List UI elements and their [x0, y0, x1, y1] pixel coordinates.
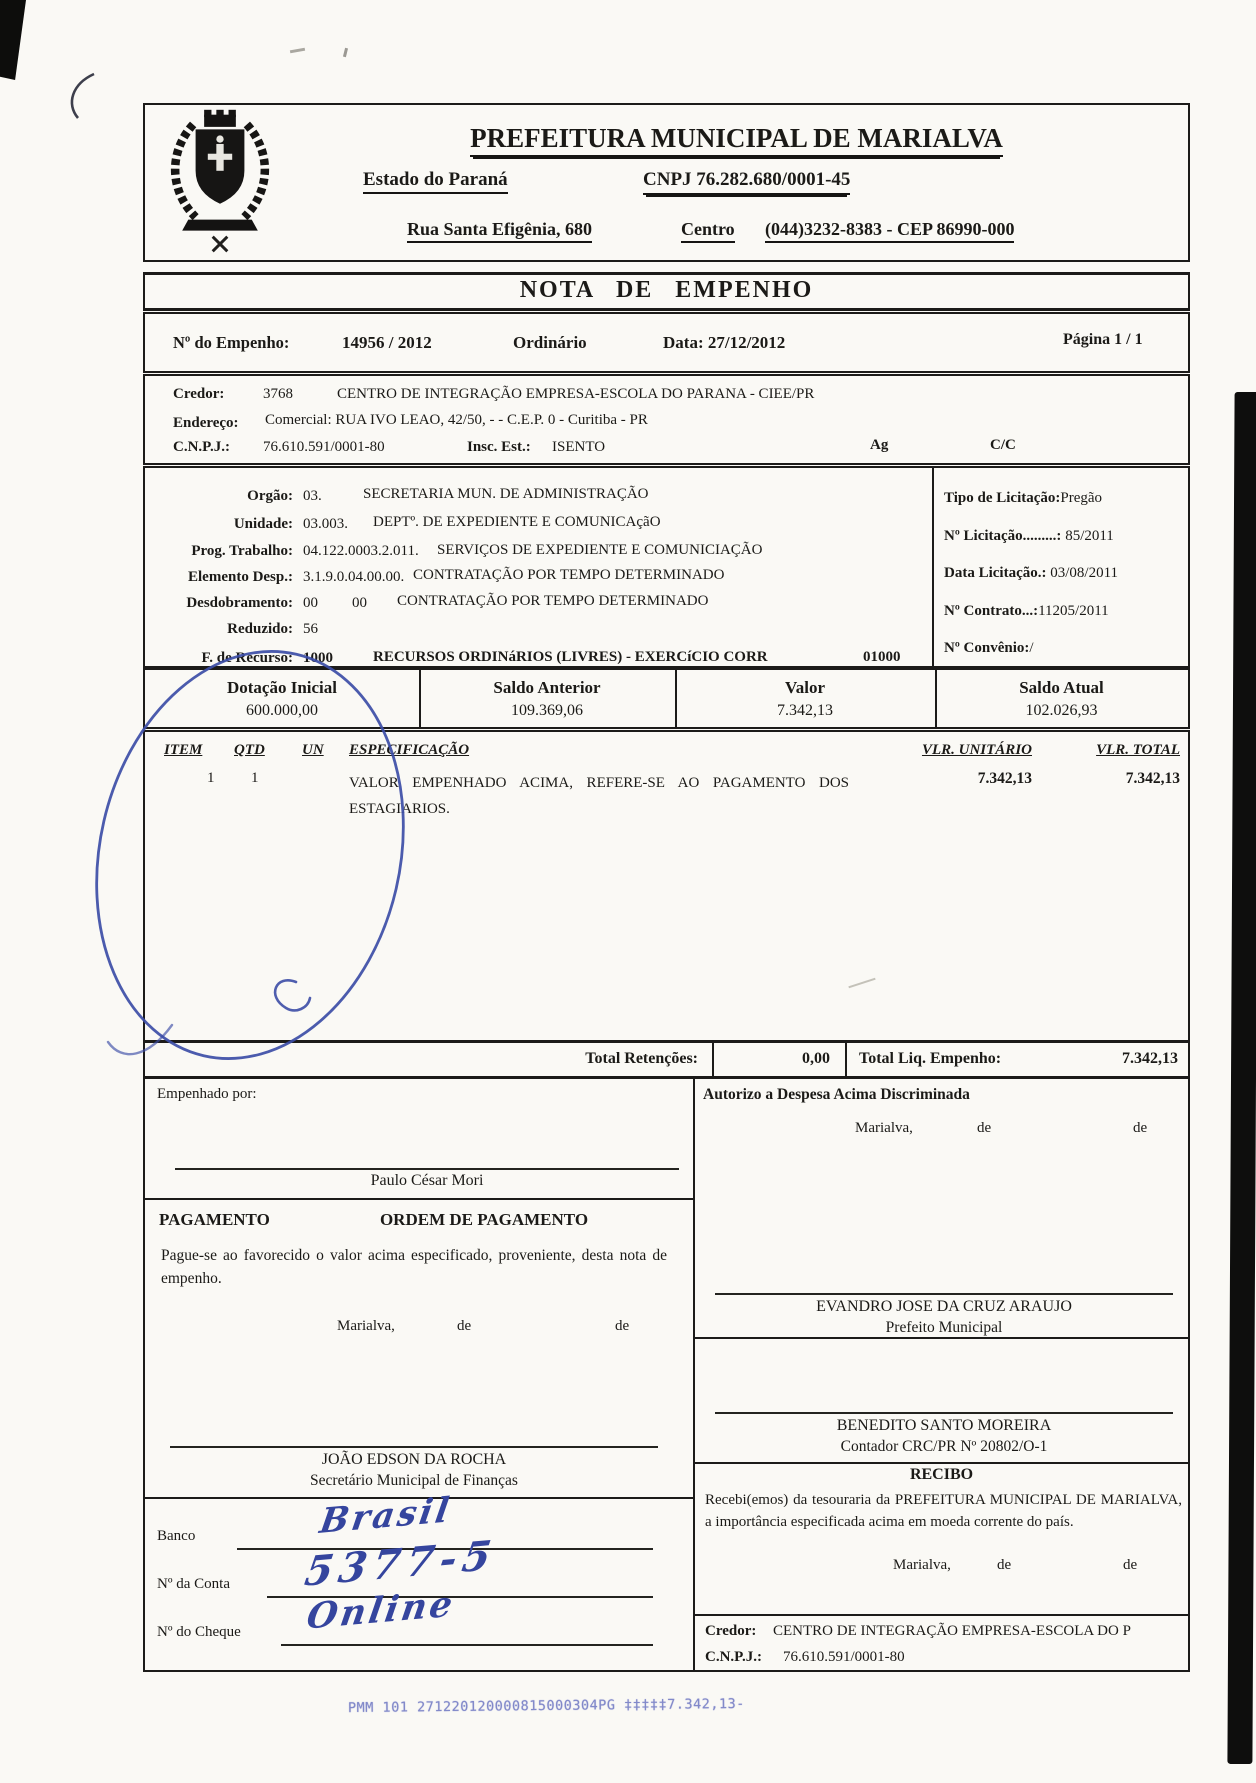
credor-code: 3768 — [263, 386, 293, 402]
budget-desc: RECURSOS ORDINáRIOS (LIVRES) - EXERCíCIO CORR — [373, 649, 768, 665]
endereco-value: Comercial: RUA IVO LEAO, 42/50, - - C.E.P. 0 - Curitiba - PR — [265, 412, 648, 428]
cheque-line — [281, 1644, 653, 1646]
empenho-number: 14956 / 2012 — [342, 333, 432, 352]
licitacao-value: / — [1029, 640, 1034, 656]
dot-matrix-stamp: PMM 101 271220120000815000304PG ‡‡‡‡‡7.342,13- — [347, 1695, 745, 1717]
right-divider-3 — [695, 1614, 1188, 1616]
items-header-spec: ESPECIFICAÇÃO — [349, 742, 470, 758]
budget-desc: SECRETARIA MUN. DE ADMINISTRAÇÃO — [363, 486, 649, 502]
credor-label: Credor: — [173, 386, 225, 402]
budget-code: 03. — [303, 488, 322, 504]
right-divider-2 — [695, 1462, 1188, 1464]
items-header-item: ITEM — [164, 742, 203, 758]
cc-label: C/C — [990, 437, 1016, 453]
budget-label: Prog. Trabalho: — [191, 543, 293, 559]
banco-label: Banco — [157, 1528, 196, 1544]
budget-label: Desdobramento: — [186, 595, 293, 611]
autorizo-title: Autorizo a Despesa Acima Discriminada — [703, 1086, 970, 1103]
city-label: Marialva, — [337, 1318, 395, 1334]
totals-divider — [845, 1043, 847, 1077]
retencoes-value: 0,00 — [802, 1050, 830, 1067]
amount-value: 102.026,93 — [1025, 702, 1098, 719]
budget-label: Elemento Desp.: — [188, 569, 293, 585]
city-label: Marialva, — [855, 1120, 913, 1136]
recibo-cnpj-label: C.N.P.J.: — [705, 1649, 762, 1665]
budget-code: 1000 — [303, 650, 333, 666]
licitacao-row — [944, 603, 1109, 620]
empenhado-name: Paulo César Mori — [370, 1172, 484, 1189]
budget-label: Orgão: — [247, 488, 293, 504]
pagamento-text: Pague-se ao favorecido o valor acima especificado, proveniente, desta nota de empenho. — [161, 1247, 667, 1287]
item-qtd: 1 — [251, 770, 259, 786]
amount-value: 7.342,13 — [777, 702, 833, 719]
licitacao-value: Pregão — [1060, 490, 1103, 506]
de-label: de — [1123, 1557, 1138, 1573]
banco-handwriting: Brasil — [317, 1489, 455, 1543]
finance-signature-line — [170, 1446, 658, 1448]
endereco-label: Endereço: — [173, 415, 239, 431]
left-divider-1 — [145, 1198, 693, 1200]
address-street: Rua Santa Efigênia, 680 — [407, 219, 592, 243]
ordem-title: ORDEM DE PAGAMENTO — [379, 1210, 589, 1229]
scan-artifact-top-left — [0, 0, 26, 80]
state-label: Estado do Paraná — [363, 169, 508, 194]
amount-value: 600.000,00 — [246, 702, 318, 719]
items-header-unit: VLR. UNITÁRIO — [921, 742, 1032, 758]
finance-name: JOÃO EDSON DA ROCHA — [321, 1451, 507, 1468]
address-phone-cep: (044)3232-8383 - CEP 86990-000 — [765, 219, 1014, 243]
empenho-date: Data: 27/12/2012 — [663, 333, 786, 352]
pen-circle-annotation — [60, 610, 460, 1110]
left-column — [145, 1078, 693, 1670]
item-unit-value: 7.342,13 — [977, 770, 1032, 787]
form-header — [143, 103, 1190, 262]
licitacao-label: Tipo de Licitação: — [944, 490, 1061, 506]
city-label: Marialva, — [893, 1557, 951, 1573]
amount-label: Saldo Anterior — [493, 678, 601, 697]
mayor-signature-line — [715, 1293, 1173, 1295]
smudge-mark — [290, 48, 305, 54]
right-column — [695, 1078, 1188, 1670]
budget-code: 04.122.0003.2.011. — [303, 543, 419, 559]
licitacao-value: 03/08/2011 — [1046, 565, 1119, 581]
licitacao-row — [944, 565, 1118, 582]
items-header-qtd: QTD — [234, 742, 265, 758]
insc-label: Insc. Est.: — [467, 439, 531, 455]
de-label: de — [997, 1557, 1012, 1573]
item-total-value: 7.342,13 — [1125, 770, 1180, 787]
de-label: de — [977, 1120, 992, 1136]
budget-label: F. de Recurso: — [201, 650, 293, 666]
ag-label: Ag — [870, 437, 889, 453]
budget-desc: CONTRATAÇÃO POR TEMPO DETERMINADO — [413, 567, 725, 583]
budget-extra: 01000 — [863, 649, 901, 665]
recibo-cnpj-value: 76.610.591/0001-80 — [783, 1649, 905, 1665]
liquido-value: 7.342,13 — [1122, 1050, 1178, 1067]
budget-code: 00 — [303, 595, 318, 611]
licitacao-row — [944, 528, 1114, 545]
mayor-role: Prefeito Municipal — [885, 1319, 1003, 1336]
budget-code: 3.1.9.0.04.00.00. — [303, 569, 405, 585]
empenhado-signature-line — [175, 1168, 679, 1170]
budget-divider — [932, 468, 934, 666]
conta-label: Nº da Conta — [157, 1576, 230, 1592]
finance-role: Secretário Municipal de Finanças — [310, 1472, 518, 1489]
budget-label: Reduzido: — [227, 621, 293, 637]
items-header-total: VLR. TOTAL — [1096, 742, 1180, 758]
pen-mark-top-left — [58, 68, 104, 124]
licitacao-value: 11205/2011 — [1038, 603, 1109, 619]
smudge-mark — [343, 48, 348, 57]
empenho-modality: Ordinário — [513, 333, 587, 352]
budget-code: 03.003. — [303, 516, 348, 532]
amount-label: Valor — [785, 678, 825, 697]
empenhado-label: Empenhado por: — [157, 1086, 257, 1102]
doc-title-bar — [143, 272, 1190, 311]
municipal-crest-logo — [159, 109, 281, 257]
right-divider-1 — [695, 1337, 1188, 1339]
contador-role: Contador CRC/PR Nº 20802/O-1 — [840, 1438, 1048, 1455]
cheque-label: Nº do Cheque — [157, 1624, 241, 1640]
de-label: de — [615, 1318, 630, 1334]
de-label: de — [1133, 1120, 1148, 1136]
amount-label: Saldo Atual — [1019, 678, 1104, 697]
scan-artifact-right-bar — [1227, 392, 1256, 1764]
empenho-row — [143, 312, 1190, 373]
licitacao-label: Data Licitação.: — [944, 565, 1047, 581]
recibo-title: RECIBO — [909, 1466, 974, 1483]
recibo-credor-label: Credor: — [705, 1623, 757, 1639]
pagamento-title: PAGAMENTO — [159, 1210, 270, 1229]
licitacao-value: 85/2011 — [1061, 528, 1114, 544]
contador-signature-line — [715, 1412, 1173, 1414]
items-header-un: UN — [302, 742, 324, 758]
recibo-credor-value: CENTRO DE INTEGRAÇÃO EMPRESA-ESCOLA DO P — [773, 1623, 1131, 1639]
credor-cnpj-label: C.N.P.J.: — [173, 439, 230, 455]
budget-code2: 00 — [352, 595, 367, 611]
budget-desc: SERVIÇOS DE EXPEDIENTE E COMUNICIAÇÃO — [437, 542, 763, 558]
header-cnpj: CNPJ 76.282.680/0001-45 — [643, 169, 850, 195]
liquido-label: Total Liq. Empenho: — [859, 1050, 1002, 1067]
budget-desc: DEPTº. DE EXPEDIENTE E COMUNICAçãO — [373, 514, 661, 530]
org-name — [295, 123, 1178, 154]
credor-cnpj-value: 76.610.591/0001-80 — [263, 439, 385, 455]
de-label: de — [457, 1318, 472, 1334]
empenho-page: Página 1 / 1 — [1063, 331, 1143, 348]
cheque-handwriting: Online — [303, 1583, 459, 1638]
contador-name: BENEDITO SANTO MOREIRA — [836, 1417, 1052, 1434]
budget-label: Unidade: — [233, 516, 293, 532]
licitacao-label: Nº Contrato...: — [944, 603, 1039, 619]
amount-value: 109.369,06 — [511, 702, 583, 719]
item-spec: VALOR EMPENHADO ACIMA, REFERE-SE AO PAGAMENTO DOS ESTAGIARIOS. — [349, 775, 849, 817]
empenho-label: Nº do Empenho: — [173, 333, 290, 352]
signatures-area — [143, 1076, 1190, 1672]
budget-desc: CONTRATAÇÃO POR TEMPO DETERMINADO — [397, 593, 709, 609]
licitacao-label: Nº Licitação.........: — [944, 528, 1062, 544]
retencoes-label: Total Retenções: — [585, 1050, 698, 1067]
amount-label: Dotação Inicial — [226, 678, 338, 697]
mayor-name: EVANDRO JOSE DA CRUZ ARAUJO — [816, 1298, 1072, 1315]
recibo-text: Recebi(emos) da tesouraria da PREFEITURA MUNICIPAL DE MARIALVA, a importância especificada acima em moeda corrente do país. — [705, 1492, 1182, 1530]
budget-code: 56 — [303, 621, 318, 637]
conta-handwriting: 5377-5 — [301, 1531, 501, 1596]
licitacao-row — [944, 640, 1034, 657]
licitacao-label: Nº Convênio: — [944, 640, 1030, 656]
doc-title: NOTA DE EMPENHO — [519, 277, 814, 303]
licitacao-row — [944, 490, 1102, 507]
credor-name: CENTRO DE INTEGRAÇÃO EMPRESA-ESCOLA DO PARANA - CIEE/PR — [337, 386, 815, 402]
item-number: 1 — [207, 770, 215, 786]
credor-block — [143, 374, 1190, 465]
scan-artifact-bottom-strip — [78, 1766, 1256, 1779]
insc-value: ISENTO — [552, 439, 606, 455]
org-name-text: PREFEITURA MUNICIPAL DE MARIALVA — [470, 123, 1003, 157]
address-district: Centro — [681, 219, 735, 243]
